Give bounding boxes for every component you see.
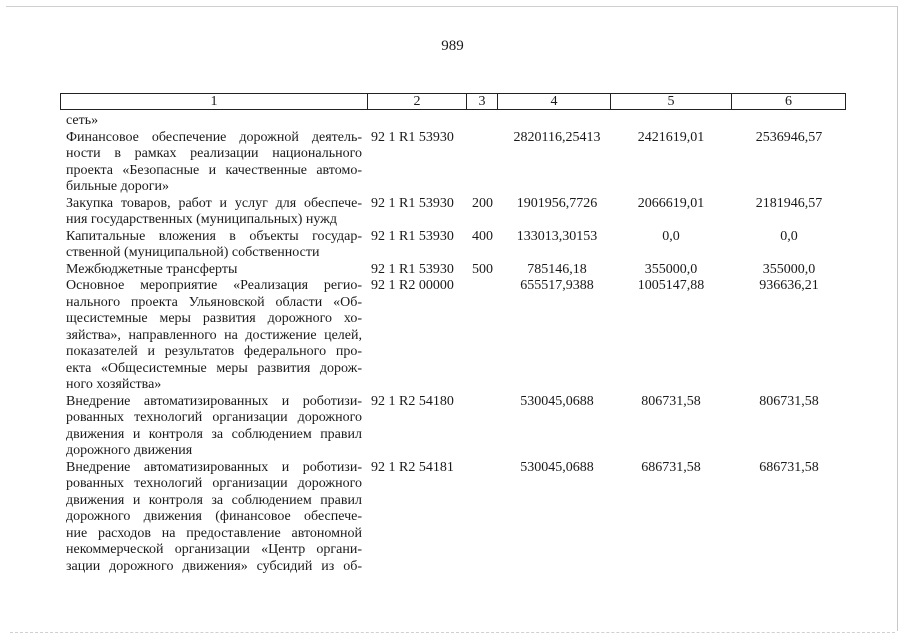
- code-cell: 92 1 R1 53930: [371, 129, 454, 145]
- row-description-line: рованных технологий организации дорожного: [66, 476, 362, 491]
- page-number: 989: [441, 38, 464, 54]
- row-description-line: движения и контроля за соблюдением правил: [66, 426, 362, 442]
- row-description-line: дорожного движения: [66, 443, 193, 458]
- col6-cell: 2181946,57: [755, 195, 823, 211]
- row-description-line: ние расходов на предоставление автономной: [66, 525, 362, 541]
- col5-cell: 2066619,01: [637, 195, 705, 211]
- col4-cell: 133013,30153: [516, 228, 598, 244]
- col4-cell: 1901956,7726: [516, 195, 598, 211]
- row-description-line: Внедрение автоматизированных и роботизи-: [66, 393, 362, 409]
- col4-cell: 655517,9388: [520, 278, 594, 293]
- col6-cell: 936636,21: [759, 278, 819, 293]
- row-description-line: Внедрение автоматизированных и роботизи-: [66, 459, 362, 475]
- col5-cell: 1005147,88: [637, 278, 705, 293]
- header-cell-6: 6: [731, 93, 846, 110]
- row-description-line: сеть»: [66, 113, 99, 128]
- row-description-line: Закупка товаров, работ и услуг для обеспече-: [66, 195, 362, 211]
- header-cell-5: 5: [610, 93, 732, 110]
- code-cell: 92 1 R2 00000: [371, 278, 454, 293]
- row-description-line: дорожного движения (финансовое обеспече-: [66, 509, 362, 524]
- col3-cell: 400: [472, 228, 493, 244]
- code-cell: 92 1 R2 54180: [371, 393, 454, 409]
- row-description-line: ния государственных (муниципальных) нужд: [66, 212, 337, 227]
- code-cell: 92 1 R1 53930: [371, 228, 454, 244]
- row-description-line: показателей и результатов федерального про-: [66, 344, 362, 359]
- row-description-line: рованных технологий организации дорожного: [66, 410, 362, 425]
- col4-cell: 785146,18: [527, 261, 587, 277]
- row-description-line: зяйства», направленного на достижение целей,: [66, 327, 362, 343]
- col3-cell: 200: [472, 195, 493, 211]
- col6-cell: 686731,58: [759, 459, 819, 475]
- header-cell-3: 3: [466, 93, 498, 110]
- row-description-line: ности в рамках реализации национального: [66, 146, 362, 161]
- col5-cell: 806731,58: [641, 393, 701, 409]
- row-description-line: зации дорожного движения» субсидий из об-: [66, 558, 362, 574]
- header-cell-4: 4: [497, 93, 611, 110]
- row-description-line: ственной (муниципальной) собственности: [66, 245, 320, 260]
- row-description-line: Межбюджетные трансферты: [66, 261, 238, 277]
- row-description-line: проекта «Безопасные и качественные автомо-: [66, 162, 362, 178]
- row-description-line: Финансовое обеспечение дорожной деятель-: [66, 129, 362, 145]
- page-bottom-edge: [10, 632, 895, 633]
- col5-cell: 355000,0: [644, 261, 698, 277]
- row-description-line: щесистемные меры развития дорожного хо-: [66, 311, 362, 326]
- col5-cell: 0,0: [662, 228, 680, 244]
- row-description-line: ного хозяйства»: [66, 377, 162, 392]
- row-description-line: Капитальные вложения в объекты государ-: [66, 228, 362, 244]
- row-description-line: екта «Общесистемные меры развития дорож-: [66, 360, 362, 376]
- col4-cell: 530045,0688: [520, 459, 594, 475]
- header-cell-2: 2: [367, 93, 467, 110]
- header-cell-1: 1: [60, 93, 368, 110]
- col6-cell: 0,0: [780, 228, 798, 244]
- col3-cell: 500: [472, 261, 493, 277]
- row-description-line: нального проекта Ульяновской области «Об-: [66, 294, 362, 310]
- col6-cell: 806731,58: [759, 393, 819, 409]
- col5-cell: 2421619,01: [637, 129, 705, 145]
- code-cell: 92 1 R1 53930: [371, 261, 454, 277]
- code-cell: 92 1 R2 54181: [371, 459, 454, 475]
- col5-cell: 686731,58: [641, 459, 701, 475]
- table-header: [60, 93, 846, 111]
- col6-cell: 2536946,57: [755, 129, 823, 145]
- col4-cell: 530045,0688: [520, 393, 594, 409]
- row-description-line: движения и контроля за соблюдением правил: [66, 492, 362, 508]
- row-description-line: некоммерческой организации «Центр органи-: [66, 542, 362, 557]
- code-cell: 92 1 R1 53930: [371, 195, 454, 211]
- row-description-line: бильные дороги»: [66, 179, 169, 194]
- col4-cell: 2820116,25413: [513, 129, 601, 145]
- col6-cell: 355000,0: [762, 261, 816, 277]
- row-description-line: Основное мероприятие «Реализация регио-: [66, 278, 362, 293]
